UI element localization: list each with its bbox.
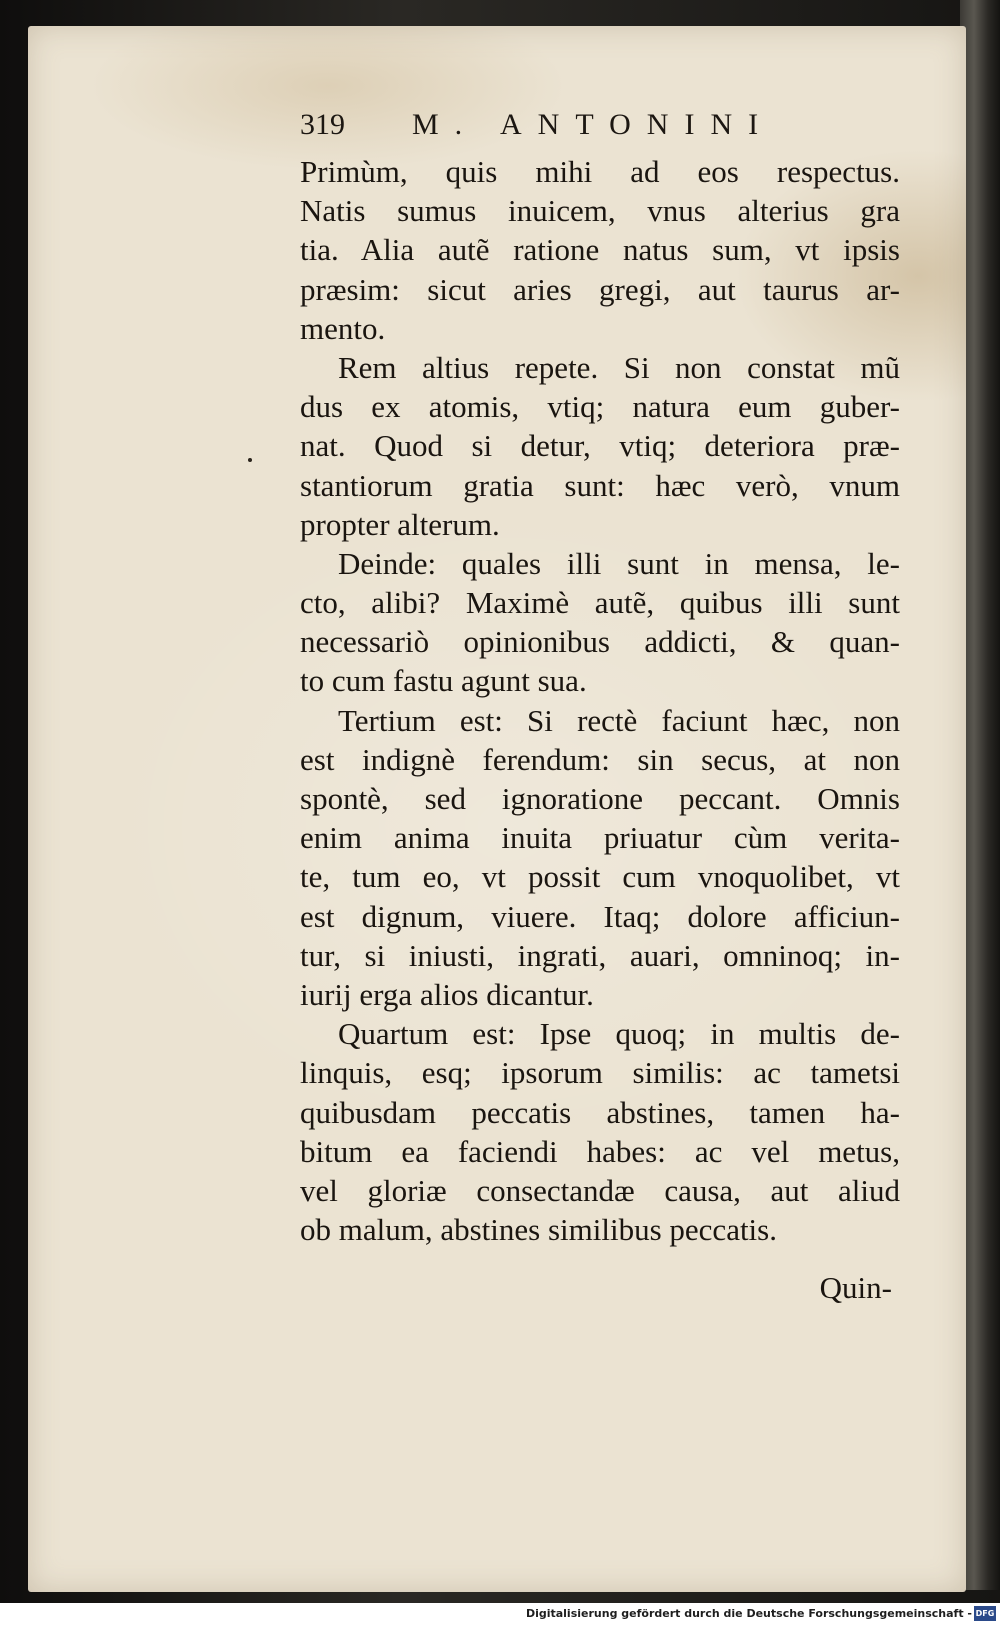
dfg-logo: DFG [974, 1606, 996, 1621]
text-line: tur, si iniusti, ingrati, auari, omninoq; in- [300, 937, 900, 973]
text-line: præsim: sicut aries gregi, aut taurus ar- [300, 271, 900, 307]
text-line: stantiorum gratia sunt: hæc verò, vnum [300, 467, 900, 503]
text-line: enim anima inuita priuatur cùm verita- [300, 820, 900, 856]
text-line: linquis, esq; ipsorum similis: ac tametsi [300, 1055, 900, 1091]
text-line: mento. [300, 310, 386, 346]
paragraph-start-line: Deinde: quales illi sunt in mensa, le- [338, 545, 900, 581]
text-line: ob malum, abstines similibus peccatis. [300, 1212, 777, 1248]
text-line: necessariò opinionibus addicti, & quan- [300, 624, 900, 660]
page-header [300, 105, 860, 145]
text-line: est dignum, viuere. Itaq; dolore afficiun- [300, 898, 900, 934]
paragraph-start-line: Quartum est: Ipse quoq; in multis de- [338, 1016, 900, 1052]
digitization-footer [0, 1603, 1000, 1625]
text-line: Primùm, quis mihi ad eos respectus. [300, 154, 900, 189]
page-number: 319 [300, 108, 345, 141]
catchword: Quin- [819, 1270, 892, 1305]
text-line: spontè, sed ignoratione peccant. Omnis [300, 781, 900, 816]
text-line: est indignè ferendum: sin secus, at non [300, 741, 900, 777]
text-line: cto, alibi? Maximè autẽ, quibus illi sunt [300, 585, 900, 621]
paragraph-start-line: Tertium est: Si rectè faciunt hæc, non [338, 702, 900, 738]
text-line: Natis sumus inuicem, vnus alterius gra [300, 193, 900, 229]
text-line: tia. Alia autẽ ratione natus sum, vt ipsis [300, 232, 900, 268]
running-title: M. ANTONINI [412, 108, 775, 141]
text-line: to cum fastu agunt sua. [300, 663, 587, 699]
text-line: quibusdam peccatis abstines, tamen ha- [300, 1094, 900, 1130]
text-line: vel gloriæ consectandæ causa, aut aliud [300, 1172, 900, 1208]
ink-speck [248, 458, 252, 462]
text-line: propter alterum. [300, 506, 500, 542]
book-spine-edge [960, 0, 1000, 1590]
body-text [300, 152, 900, 1249]
text-line: dus ex atomis, vtiq; natura eum guber- [300, 389, 900, 425]
text-line: iurij erga alios dicantur. [300, 976, 594, 1012]
text-line: bitum ea faciendi habes: ac vel metus, [300, 1133, 900, 1169]
paragraph-start-line: Rem altius repete. Si non constat mũ [338, 349, 900, 385]
text-line: nat. Quod si detur, vtiq; deteriora præ- [300, 428, 900, 464]
funding-credit: Digitalisierung gefördert durch die Deutsche Forschungsgemeinschaft - [525, 1607, 972, 1620]
text-line: te, tum eo, vt possit cum vnoquolibet, vt [300, 859, 900, 895]
